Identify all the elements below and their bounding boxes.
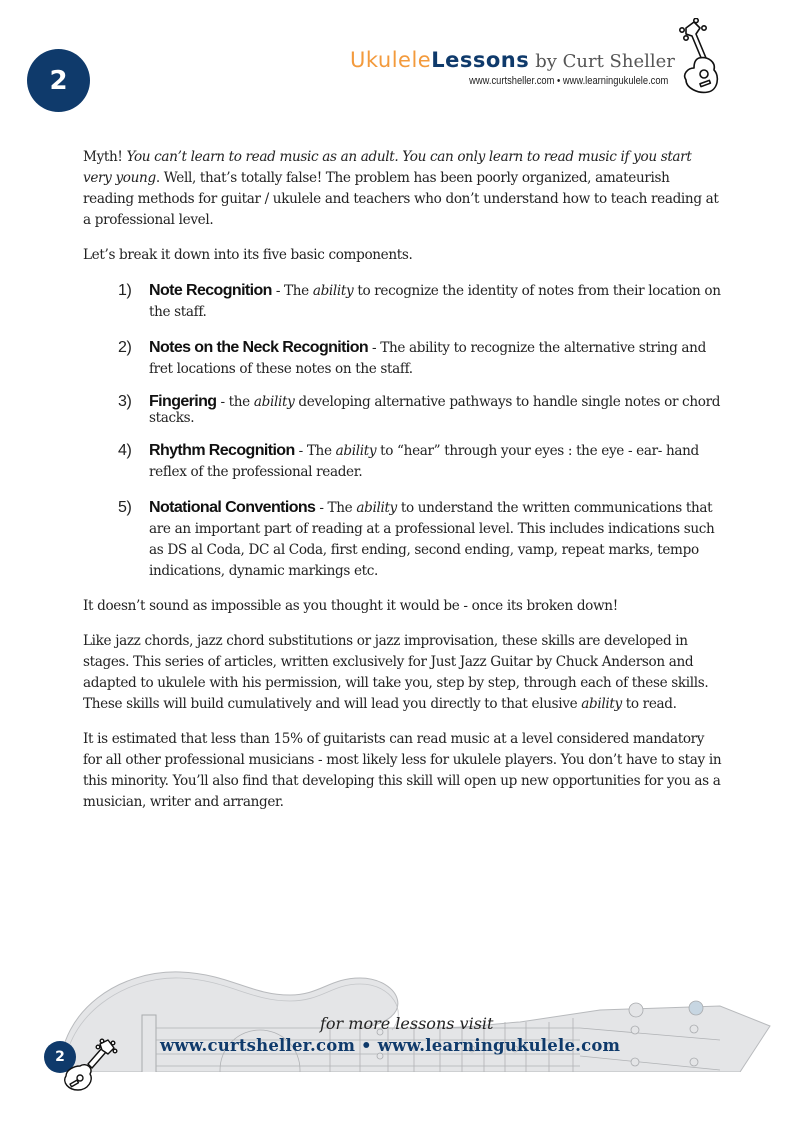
- estimate-paragraph: It is estimated that less than 15% of guitarists can read music at a level considered mandatory for all other professional musicians - most likely less for ukulele players. You don’t have to stay in this minority. You’ll also find that developing this skill will open up new opportunities for you as a musician, writer and arranger.: [83, 731, 722, 810]
- page-number-badge: [27, 49, 90, 112]
- intro-paragraph: Myth! You can’t learn to read music as an adult. You can only learn to read music if you start very young. Well, that’s totally false! The problem has been poorly organized, amateurish reading methods for guitar / ukulele and teachers who don’t understand how to teach reading at a professional level.: [83, 149, 719, 228]
- lead-paragraph: Let’s break it down into its five basic components.: [83, 247, 413, 263]
- list-item-title: Notes on the Neck Recognition: [149, 339, 369, 356]
- header-urls: www.curtsheller.com • www.learningukulele.com: [468, 75, 668, 87]
- list-item: 5) Notational Conventions - The ability to understand the written communications that are an important part of reading at a professional level. This includes indications such as DS al Coda, DC al Coda, first ending, second ending, vamp, repeat marks, tempo indications, dynamic markings etc.: [118, 499, 715, 579]
- page-number: 2: [49, 65, 68, 96]
- ukulele-icon: [58, 1038, 118, 1094]
- list-item-title: Rhythm Recognition: [149, 442, 295, 459]
- list-number: 4): [118, 442, 132, 459]
- list-number: 2): [118, 339, 132, 356]
- footer: [0, 950, 794, 1123]
- logo-ukulele-text: Ukulele: [350, 48, 432, 72]
- list-item: 2) Notes on the Neck Recognition - The ability to recognize the alternative string and fret locations of these notes on the staff.: [118, 339, 706, 377]
- list-item-title: Note Recognition: [149, 282, 272, 299]
- stages-paragraph: Like jazz chords, jazz chord substitutions or jazz improvisation, these skills are developed in stages. This series of articles, written exclusively for Just Jazz Guitar by Chuck Anderson and adapted to ukulele with his permission, will take you, step by step, through each of these skills. These skills will build cumulatively and will lead you directly to that elusive ability to read.: [83, 633, 709, 712]
- list-item: 3) Fingering - the ability developing alternative pathways to handle single notes or chord stacks.: [118, 393, 721, 426]
- components-list: [83, 280, 723, 582]
- list-number: 5): [118, 499, 132, 516]
- list-number: 1): [118, 282, 132, 299]
- broken-down-paragraph: It doesn’t sound as impossible as you thought it would be - once its broken down!: [83, 598, 618, 614]
- logo-lessons-text: Lessons: [431, 48, 530, 72]
- myth-statement: You can’t learn to read music as an adult. You can only learn to read music if you start very young: [83, 149, 692, 186]
- list-number: 3): [118, 393, 132, 410]
- header-logo: [350, 48, 680, 98]
- article-body: [83, 147, 723, 827]
- footer-visit-text: for more lessons visit: [320, 1014, 494, 1033]
- list-item-title: Notational Conventions: [149, 499, 316, 516]
- ukulele-icon: [672, 18, 722, 98]
- footer-page-number: 2: [55, 1049, 65, 1065]
- footer-urls[interactable]: www.curtsheller.com • www.learningukulele.com: [160, 1036, 621, 1055]
- list-item: 4) Rhythm Recognition - The ability to “hear” through your eyes : the eye - ear- hand reflex of the professional reader.: [118, 442, 699, 480]
- list-item-title: Fingering: [149, 393, 217, 410]
- logo-byline: by Curt Sheller: [535, 51, 675, 72]
- list-item: 1) Note Recognition - The ability to recognize the identity of notes from their location on the staff.: [118, 282, 721, 320]
